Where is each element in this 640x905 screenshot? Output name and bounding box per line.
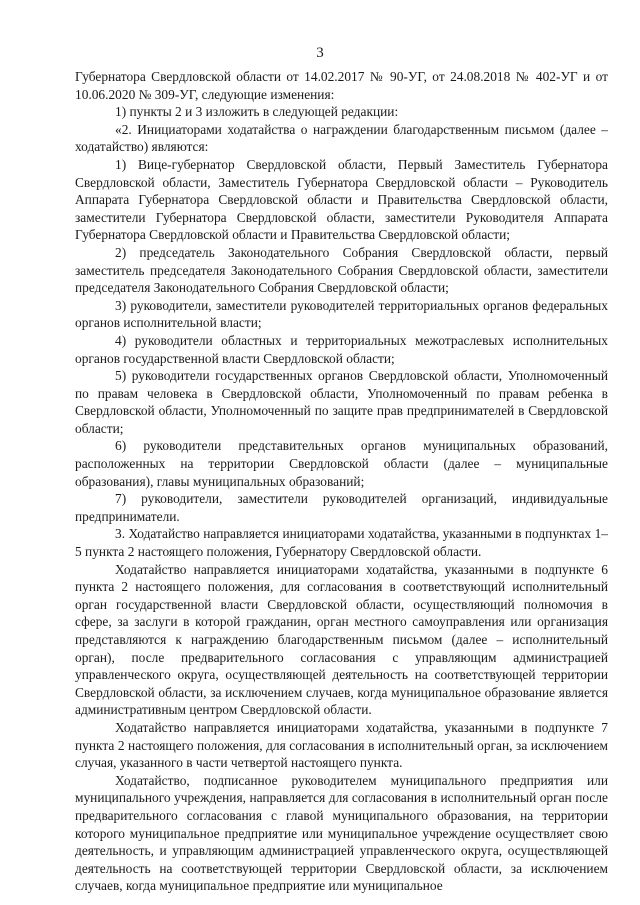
paragraph-clause-2-heading: «2. Инициаторами ходатайства о награждении благодарственным письмом (далее – ходатайство) являются: xyxy=(75,121,608,155)
paragraph-subclause-2: 2) председатель Законодательного Собрания Свердловской области, первый заместитель председателя Законодательного Собрания Свердловской области, заместители председателя Законодательного Собрания Свердловской области; xyxy=(75,244,608,296)
paragraph-subclause-3: 3) руководители, заместители руководителей территориальных органов федеральных органов исполнительной власти; xyxy=(75,297,608,331)
document-body xyxy=(75,68,608,895)
paragraph-amendment-1: 1) пункты 2 и 3 изложить в следующей редакции: xyxy=(115,104,399,120)
paragraph-subclause-1: 1) Вице-губернатор Свердловской области, Первый Заместитель Губернатора Свердловской области, Заместитель Губернатора Свердловской области – Руководитель Аппарата Губернатора Свердловской области и Правительства Свердловской области, заместители Губернатора Свердловской области, заместители Руководителя Аппарата Губернатора Свердловской области и Правительства Свердловской области; xyxy=(75,156,608,243)
paragraph-intro-continuation: Губернатора Свердловской области от 14.02.2017 № 90-УГ, от 24.08.2018 № 402-УГ и от 10.06.2020 № 309-УГ, следующие изменения: xyxy=(75,69,608,102)
paragraph-subclause-6: 6) руководители представительных органов муниципальных образований, расположенных на территории Свердловской области (далее – муниципальные образования), главы муниципальных образований; xyxy=(75,438,608,489)
paragraph-clause-3-part-4: Ходатайство, подписанное руководителем муниципального предприятия или муниципального учреждения, направляется для согласования в исполнительный орган после предварительного согласования с главой муниципального образования, на территории которого муниципальное предприятие или муниципальное учреждение осуществляет свою деятельность, и управляющим администрацией управленческого округа, осуществляющей деятельность на соответствующей территории Свердловской области, за исключением случаев, когда муниципальное предприятие или муниципальное xyxy=(75,772,608,894)
paragraph-clause-3-part-2: Ходатайство направляется инициаторами ходатайства, указанными в подпункте 6 пункта 2 настоящего положения, для согласования в соответствующий исполнительный орган государственной власти Свердловской области, осуществляющий полномочия в сфере, за заслуги в которой гражданин, орган местного самоуправления или организация представляются к награждению благодарственным письмом (далее – исполнительный орган), после предварительного согласования с управляющим администрацией управленческого округа, осуществляющей деятельность на соответствующей территории Свердловской области, за исключением случаев, когда муниципальное образование является административным центром Свердловской области. xyxy=(75,561,608,718)
paragraph-subclause-7: 7) руководители, заместители руководителей организаций, индивидуальные предприниматели. xyxy=(75,491,608,524)
paragraph-clause-3-part-3: Ходатайство направляется инициаторами ходатайства, указанными в подпункте 7 пункта 2 настоящего положения, для согласования в исполнительный орган, за исключением случая, указанного в части четвертой настоящего пункта. xyxy=(75,719,608,771)
page-number: 3 xyxy=(316,45,324,61)
paragraph-clause-3: 3. Ходатайство направляется инициаторами ходатайства, указанными в подпунктах 1–5 пункта 2 настоящего положения, Губернатору Свердловской области. xyxy=(75,526,608,560)
paragraph-subclause-5: 5) руководители государственных органов Свердловской области, Уполномоченный по правам человека в Свердловской области, Уполномоченный по правам ребенка в Свердловской области, Уполномоченный по защите прав предпринимателей в Свердловской области; xyxy=(75,368,608,436)
paragraph-subclause-4: 4) руководители областных и территориальных межотраслевых исполнительных органов государственной власти Свердловской области; xyxy=(75,332,608,366)
